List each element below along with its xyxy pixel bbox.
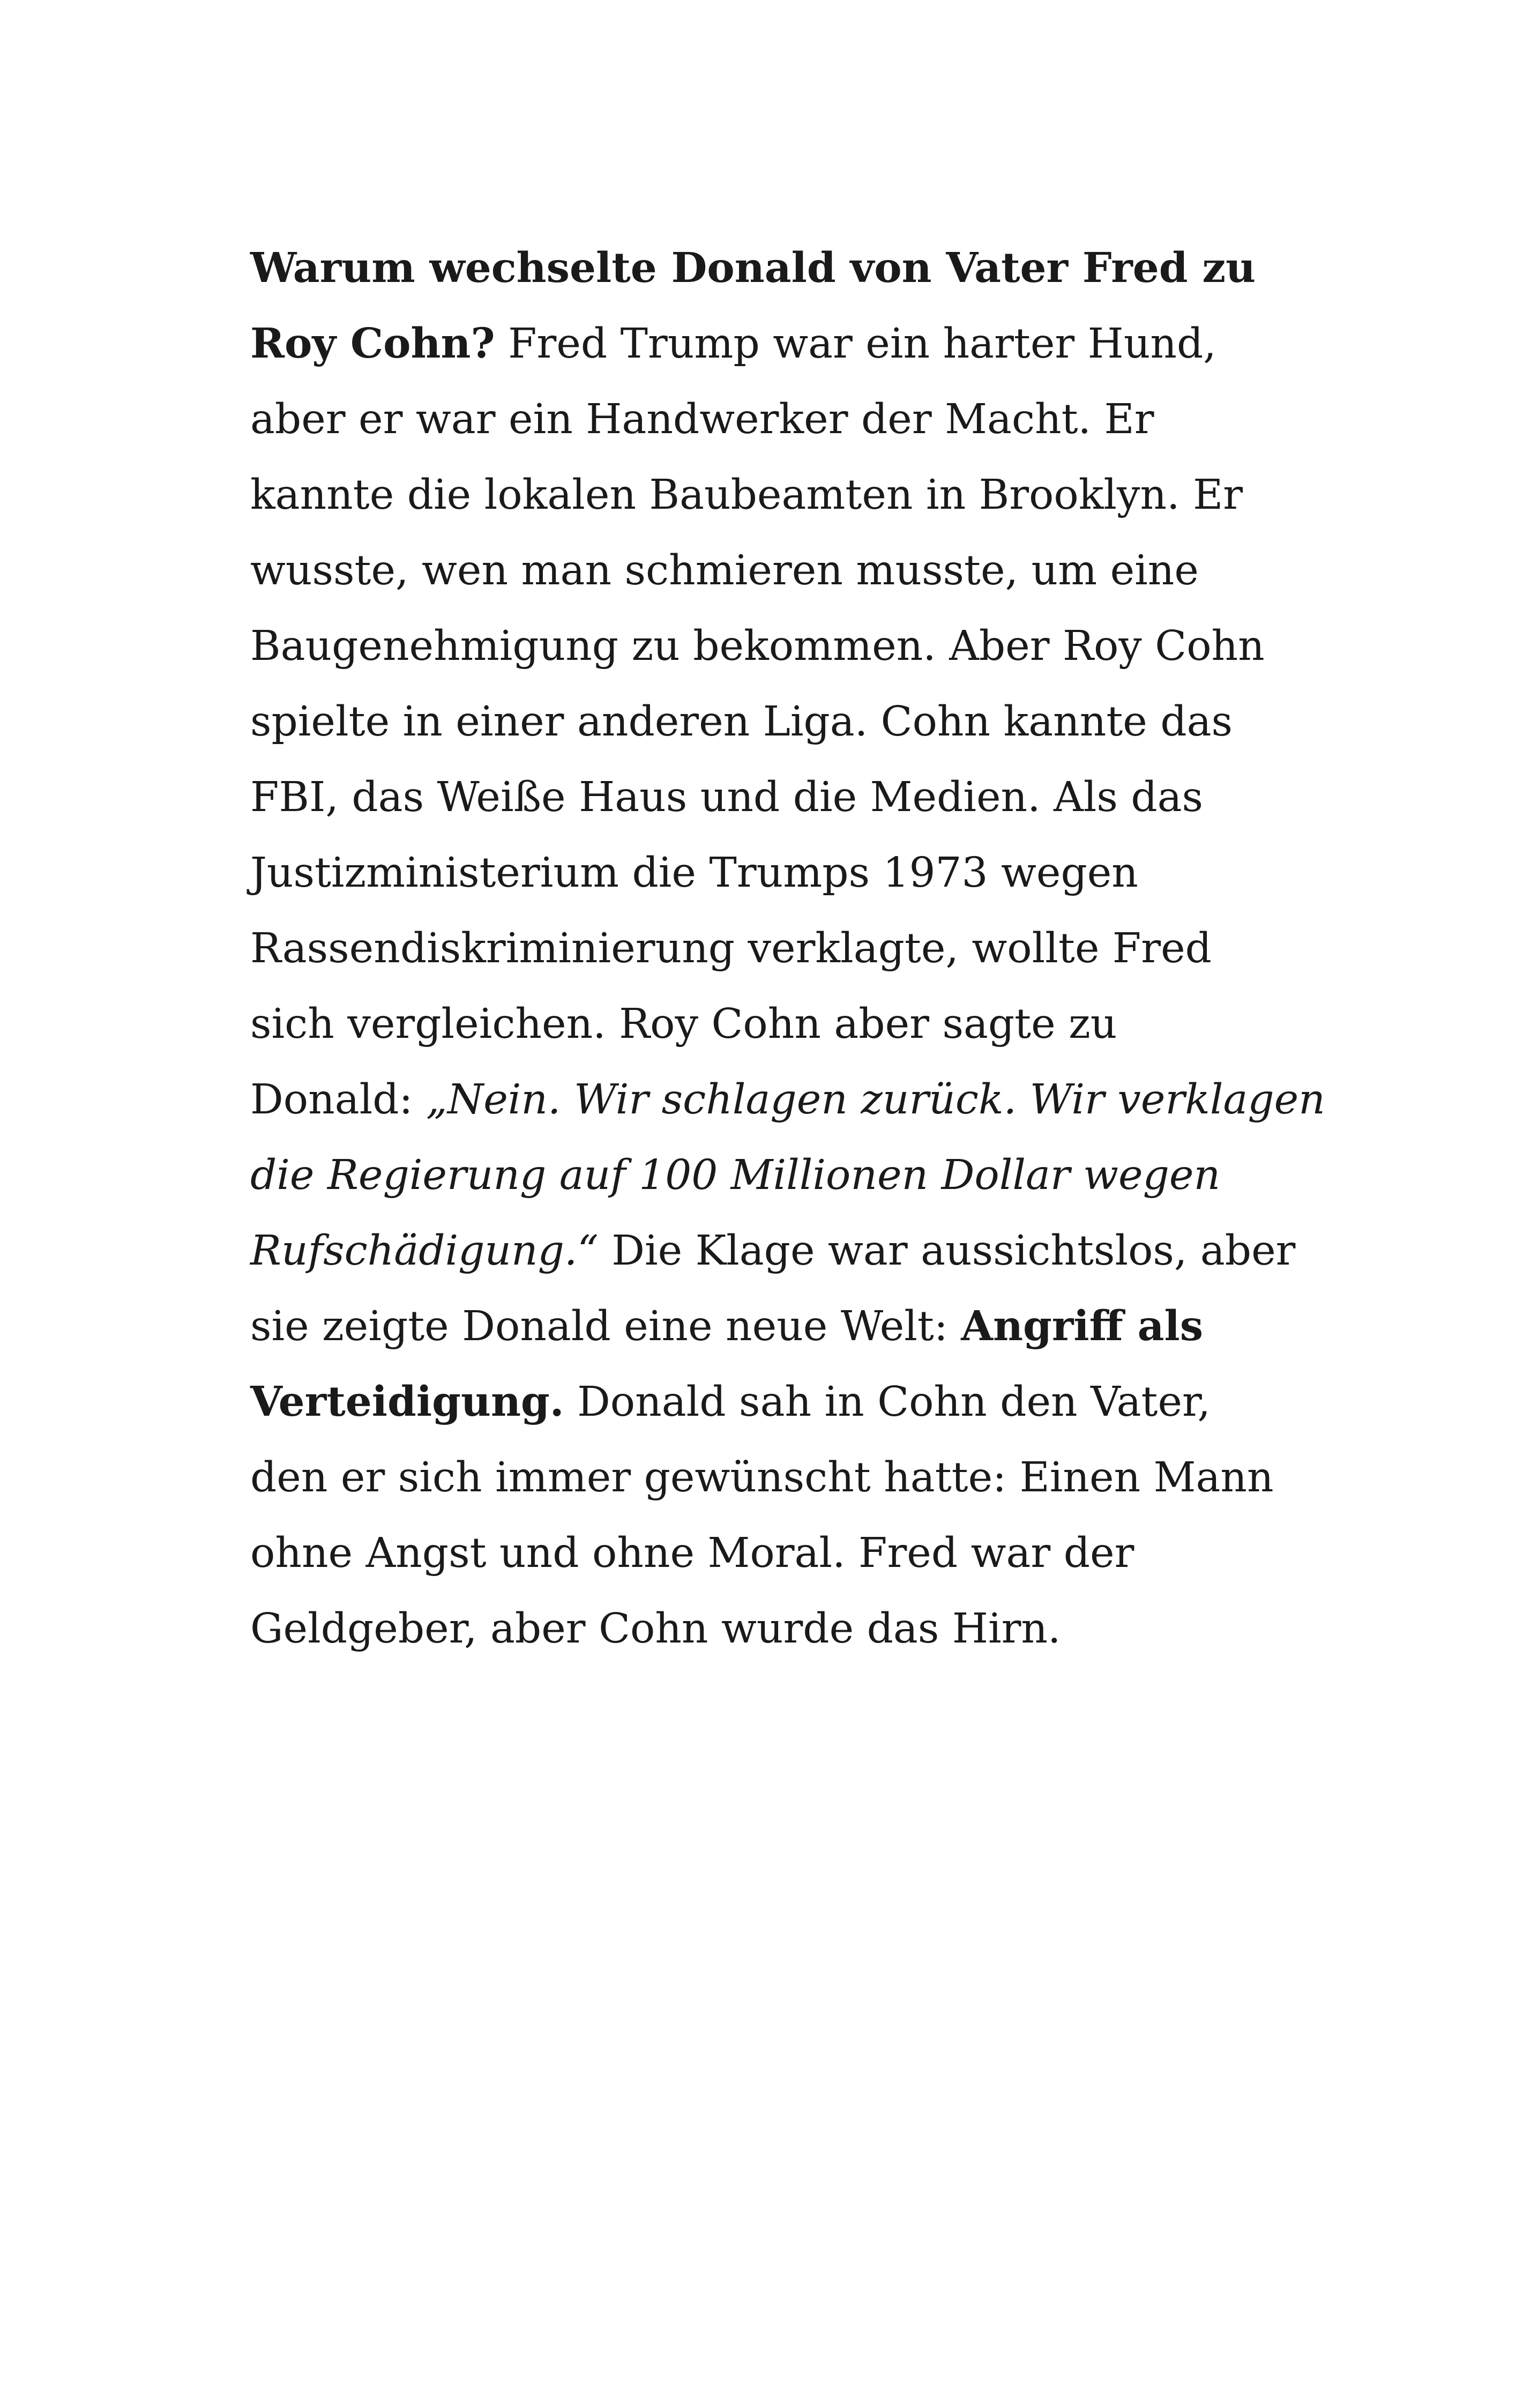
text-line — [250, 1289, 1327, 1364]
text-line — [250, 1138, 1327, 1213]
text-run: Die Klage war aussichtslos, aber — [598, 1227, 1296, 1275]
text-line — [250, 608, 1327, 684]
bold-text-run: Verteidigung. — [250, 1378, 564, 1426]
text-line — [250, 760, 1327, 835]
text-line — [250, 306, 1327, 382]
text-line — [250, 1515, 1327, 1591]
text-line — [250, 684, 1327, 760]
text-line — [250, 533, 1327, 608]
text-run: FBI, das Weiße Haus und die Medien. Als das — [250, 774, 1204, 821]
body-paragraph — [250, 231, 1327, 1667]
text-run: Geldgeber, aber Cohn wurde das Hirn. — [250, 1605, 1061, 1653]
text-line — [250, 835, 1327, 911]
text-run: Fred Trump war ein harter Hund, — [495, 320, 1216, 368]
text-line — [250, 1440, 1327, 1515]
text-line — [250, 1591, 1327, 1667]
italic-quote-run: die Regierung auf 100 Millionen Dollar wegen — [250, 1151, 1221, 1199]
text-line — [250, 1213, 1327, 1289]
text-line — [250, 231, 1327, 306]
text-run: ohne Angst und ohne Moral. Fred war der — [250, 1529, 1134, 1577]
bold-text-run: Roy Cohn? — [250, 319, 495, 368]
text-line — [250, 1364, 1327, 1440]
text-run: Donald: — [250, 1076, 426, 1124]
text-line — [250, 382, 1327, 457]
text-run: sich vergleichen. Roy Cohn aber sagte zu — [250, 1000, 1117, 1048]
text-run: Donald sah in Cohn den Vater, — [564, 1378, 1211, 1426]
bold-text-run: Angriff als — [961, 1302, 1204, 1350]
text-run: kannte die lokalen Baubeamten in Brooklyn. Er — [250, 471, 1243, 519]
text-run: spielte in einer anderen Liga. Cohn kannte das — [250, 698, 1233, 746]
text-run: Baugenehmigung zu bekommen. Aber Roy Cohn — [250, 622, 1265, 670]
text-line — [250, 457, 1327, 533]
text-line — [250, 911, 1327, 986]
bold-text-run: Warum wechselte Donald von Vater Fred zu — [250, 244, 1256, 292]
italic-quote-run: Rufschädigung.“ — [250, 1227, 599, 1275]
text-line — [250, 1062, 1327, 1138]
text-run: aber er war ein Handwerker der Macht. Er — [250, 396, 1154, 443]
text-run: sie zeigte Donald eine neue Welt: — [250, 1303, 961, 1350]
italic-quote-run: „Nein. Wir schlagen zurück. Wir verklagen — [425, 1076, 1325, 1124]
text-run: Justizministerium die Trumps 1973 wegen — [250, 849, 1138, 897]
text-run: wusste, wen man schmieren musste, um eine — [250, 547, 1199, 594]
text-line — [250, 986, 1327, 1062]
text-run: den er sich immer gewünscht hatte: Einen Mann — [250, 1454, 1274, 1502]
text-run: Rassendiskriminierung verklagte, wollte Fred — [250, 925, 1212, 972]
